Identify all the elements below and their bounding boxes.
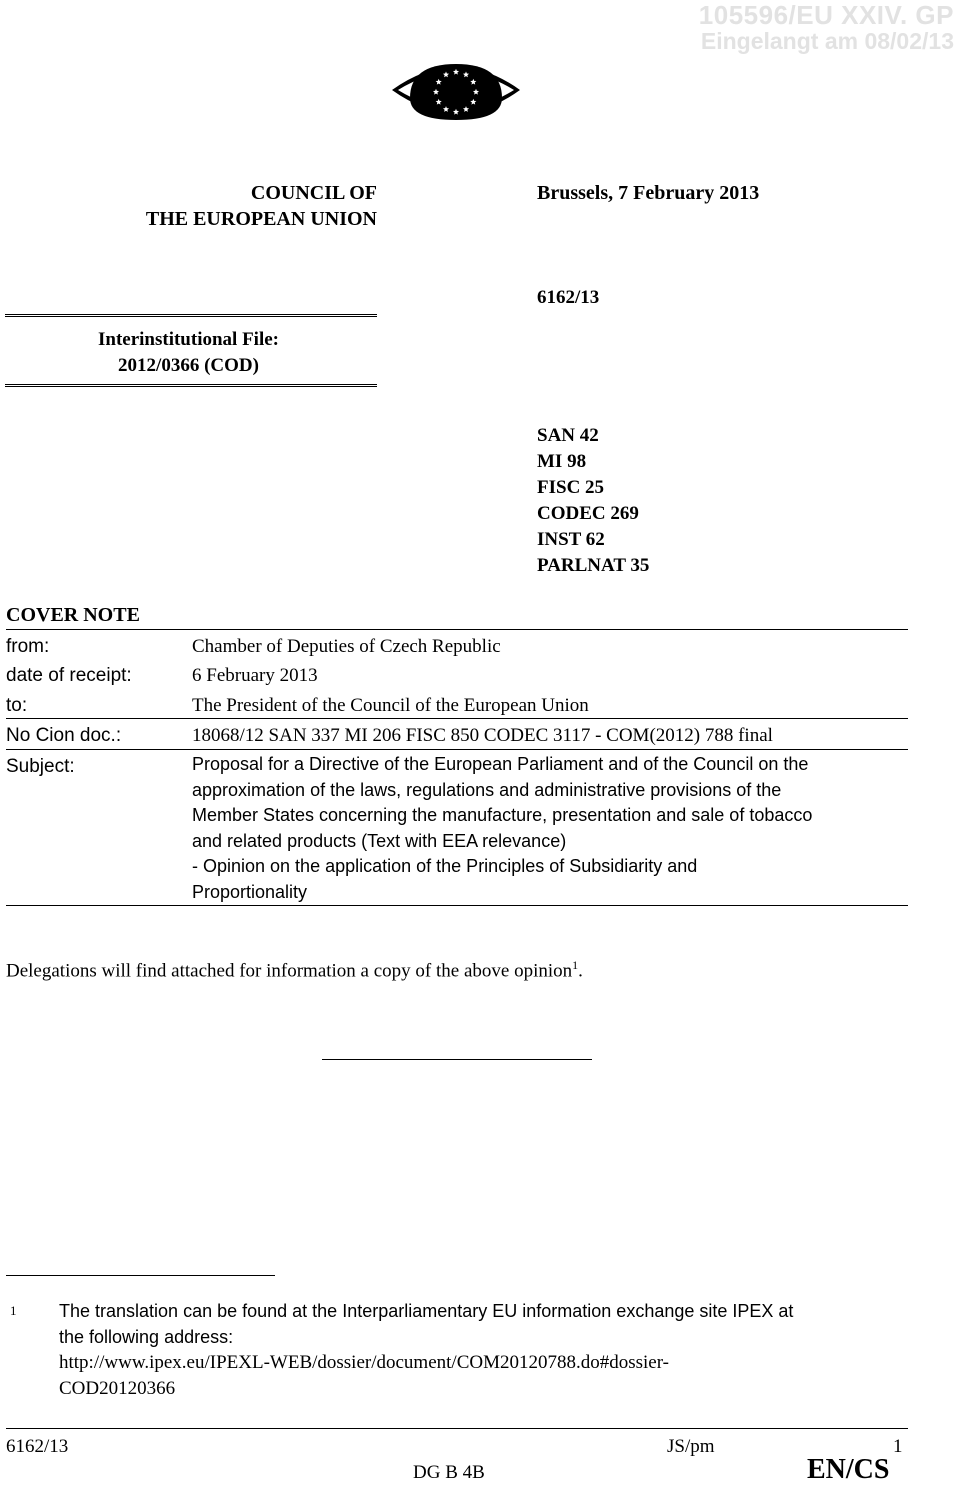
subject-line: Proportionality (192, 881, 308, 902)
interinstitutional-label: Interinstitutional File: (97, 329, 280, 350)
to-value: The President of the Council of the European Union (192, 695, 589, 716)
cover-note-end-rule (6, 905, 908, 906)
code-item: CODEC 269 (537, 503, 639, 524)
footer-rule (6, 1428, 908, 1429)
code-item: MI 98 (537, 451, 587, 472)
subject-label: Subject: (6, 756, 75, 777)
classification-codes (537, 423, 649, 579)
footer-department: DG B 4B (413, 1462, 485, 1483)
footnote (6, 1298, 926, 1402)
registration-stamp (699, 2, 954, 54)
footer-initials: JS/pm (667, 1436, 715, 1457)
footnote-line: the following address: (59, 1327, 234, 1347)
footnote-separator (6, 1275, 275, 1276)
institution-line-1: COUNCIL OF (250, 182, 377, 204)
eu-stars-emblem-icon (390, 50, 522, 130)
row-rule (6, 749, 908, 750)
cion-doc-label: No Cion doc.: (6, 725, 122, 746)
body-text: Delegations will find attached for information a copy of the above opinion (6, 960, 573, 982)
institution-line-2: THE EUROPEAN UNION (145, 208, 377, 230)
footnote-text (59, 1298, 926, 1402)
subject-line: Member States concerning the manufacture, presentation and sale of tobacco (192, 805, 813, 825)
cover-note-rule (6, 629, 908, 630)
from-label: from: (6, 636, 50, 657)
footnote-mark: 1 (10, 1303, 17, 1318)
date-of-receipt-value: 6 February 2013 (192, 665, 318, 686)
row-rule (6, 718, 908, 719)
subject-value (192, 752, 912, 905)
divider-top (5, 314, 377, 317)
end-separator (322, 1059, 592, 1060)
interinstitutional-file (0, 327, 377, 379)
subject-line: - Opinion on the application of the Principles of Subsidiarity and (192, 856, 698, 876)
footnote-line: The translation can be found at the Interparliamentary EU information exchange site IPEX at (59, 1301, 794, 1321)
date-of-receipt-label: date of receipt: (6, 665, 132, 686)
from-value: Chamber of Deputies of Czech Republic (192, 636, 501, 657)
to-label: to: (6, 695, 28, 716)
divider-bottom (5, 384, 377, 387)
stamp-received-date: Eingelangt am 08/02/13 (700, 28, 954, 54)
cover-note-title: COVER NOTE (6, 604, 140, 626)
stamp-reference: 105596/EU XXIV. GP (698, 0, 954, 30)
code-item: INST 62 (537, 529, 605, 550)
subject-line: approximation of the laws, regulations and administrative provisions of the (192, 779, 782, 800)
code-item: PARLNAT 35 (537, 555, 650, 576)
footnote-url-cont[interactable]: COD20120366 (59, 1378, 176, 1399)
cion-doc-value: 18068/12 SAN 337 MI 206 FISC 850 CODEC 3117 - COM(2012) 788 final (192, 725, 773, 746)
code-item: FISC 25 (537, 477, 605, 498)
body-text-end: . (578, 960, 583, 982)
place-and-date: Brussels, 7 February 2013 (537, 182, 760, 204)
body-paragraph (6, 958, 583, 982)
footer-page-number: 1 (893, 1436, 903, 1457)
footer-language: EN/CS (807, 1454, 890, 1485)
footnote-url[interactable]: http://www.ipex.eu/IPEXL-WEB/dossier/document/COM20120788.do#dossier- (59, 1352, 670, 1373)
institution-name (0, 180, 377, 232)
footnote-reference[interactable]: 1 (572, 958, 579, 972)
subject-line: and related products (Text with EEA relevance) (192, 830, 567, 851)
document-number: 6162/13 (537, 287, 600, 308)
footer-doc-number: 6162/13 (6, 1436, 69, 1457)
subject-line: Proposal for a Directive of the European Parliament and of the Council on the (192, 754, 809, 774)
code-item: SAN 42 (537, 425, 599, 446)
interinstitutional-value: 2012/0366 (COD) (118, 355, 259, 376)
